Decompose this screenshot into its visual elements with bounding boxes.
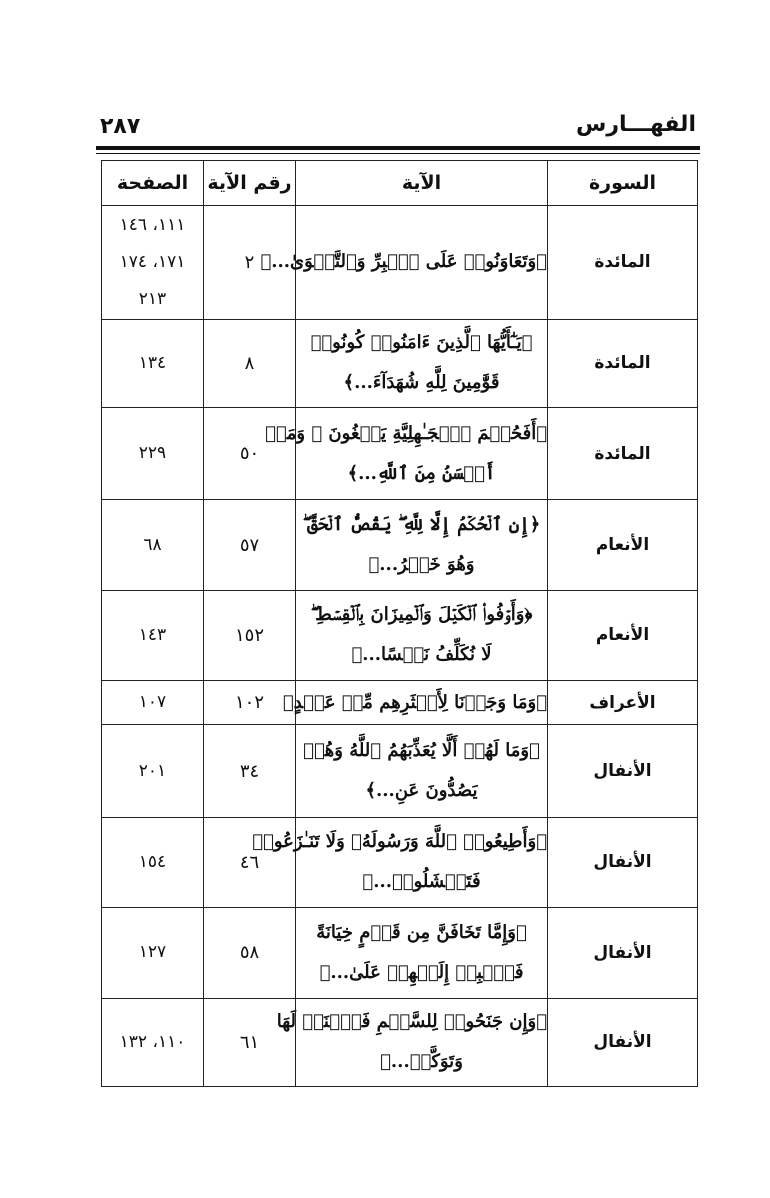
column-header-ayah-number: رقم الآية [204,161,296,206]
table-row [102,681,698,725]
ayah-number-cell: ٥٧ [204,500,296,590]
surah-cell: الأنفال [548,908,698,998]
ayah-line: وَتَوَكَّلۡ...﴾ [380,1051,463,1073]
ayah-line: ﴿يَـٰٓأَيُّهَا ٱلَّذِينَ ءَامَنُوا۟ كُونُوا۟ [310,332,533,354]
ayah-number-cell: ٢ [204,206,296,320]
page-cell [102,908,204,998]
column-header-surah: السورة [548,161,698,206]
table-row [102,319,698,407]
ayah-number-cell: ٥٨ [204,908,296,998]
ayah-line: يَصُدُّونَ عَنِ...﴾ [365,780,478,801]
ayah-line: ﴿أَفَحُكۡمَ ٱلۡجَـٰهِلِيَّةِ يَبۡغُونَ ۚ وَمَنۡ [265,422,547,444]
page-reference: ٦٨ [143,534,162,555]
ayah-cell [296,590,548,680]
ayah-number-cell: ٤٦ [204,817,296,907]
ayah-line: قَوَّٰمِينَ لِلَّهِ شُهَدَآءَ...﴾ [343,372,500,394]
surah-cell: المائدة [548,319,698,407]
table-row [102,500,698,590]
ayah-line: ﴿وَإِن جَنَحُوا۟ لِلسَّلۡمِ فَٱجۡنَحۡ لَهَا [276,1011,547,1033]
page-cell [102,998,204,1086]
ayah-number-cell: ٥٠ [204,407,296,499]
ayah-number-cell: ٨ [204,319,296,407]
surah-cell: الأنفال [548,817,698,907]
table-header-row [102,161,698,206]
table-body [102,206,698,1087]
page-cell [102,319,204,407]
ayah-line: ﴿وَمَا وَجَدۡنَا لِأَكۡثَرِهِم مِّنۡ عَهۡدٍ﴾ [282,691,547,713]
page-cell [102,817,204,907]
ayah-cell [252,817,548,907]
ayah-number-cell: ٣٤ [204,725,296,817]
ayah-number-cell: ١٥٢ [204,590,296,680]
table-row [102,206,698,320]
ayah-line: ﴿وَأَوۡفُوا۟ ٱلۡكَيۡلَ وَٱلۡمِيزَانَ بِٱلۡقِسۡطِ ۖ [310,604,533,626]
ayah-cell [282,681,548,725]
ayah-cell [296,908,548,998]
ayah-line: ﴿وَتَعَاوَنُوا۟ عَلَى ٱلۡبِرِّ وَٱلتَّقۡوَىٰ...﴾ [260,251,547,273]
surah-cell: الأنفال [548,725,698,817]
surah-cell: المائدة [548,407,698,499]
page-reference: ٢٠١ [138,760,167,781]
page-cell [102,681,204,725]
surah-cell: الأعراف [548,681,698,725]
surah-cell: الأنعام [548,500,698,590]
ayah-line: ﴿وَمَا لَهُمۡ أَلَّا يُعَذِّبَهُمُ ٱللَّهُ وَهُمۡ [303,740,540,761]
table-row [102,908,698,998]
page-cell [102,206,204,320]
ayah-line: ﴿وَإِمَّا تَخَافَنَّ مِن قَوۡمٍ خِيَانَةً [316,921,527,943]
page-cell [102,590,204,680]
ayah-cell [276,998,548,1086]
ayah-line: لَا نُكَلِّفُ نَفۡسًا...﴾ [351,644,492,666]
ayah-cell [296,500,548,590]
column-header-ayah: الآية [296,161,548,206]
ayah-number-cell: ٦١ [204,998,296,1086]
page-cell [102,500,204,590]
page-cell [102,725,204,817]
ayah-line: فَٱنۢبِذۡ إِلَيۡهِمۡ عَلَىٰ...﴾ [319,961,524,983]
table-row [102,817,698,907]
ayah-cell [296,319,548,407]
ayah-cell [265,407,548,499]
table-row [102,998,698,1086]
page-title: الفهـــارس [575,112,696,137]
surah-cell: المائدة [548,206,698,320]
surah-cell: الأنعام [548,590,698,680]
ayah-cell [296,725,548,817]
page-reference: ٢٢٩ [138,443,167,464]
page-reference: ١٧١، ١٧٤ [119,251,186,272]
ayah-line: فَتَفۡشَلُوا۟...﴾ [362,871,481,893]
ayah-number-cell: ١٠٢ [204,681,296,725]
page-reference: ١٥٤ [138,851,167,872]
ayah-cell [260,206,548,320]
page-reference: ٢١٣ [138,288,167,309]
page-reference: ١٠٧ [138,692,167,713]
header-rule-thick [96,146,700,150]
page-reference: ١١٠، ١٣٢ [119,1031,186,1052]
page-reference: ١٤٣ [138,624,167,645]
page-header [96,112,700,146]
header-rule-thin [96,153,700,154]
page-reference: ١١١، ١٤٦ [119,214,186,235]
column-header-page: الصفحة [102,161,204,206]
index-table [101,160,698,1087]
page-cell [102,407,204,499]
ayah-line: أَحۡسَنُ مِنَ ٱللَّهِ...﴾ [347,462,496,484]
ayah-line: وَهُوَ خَيۡرُ...﴾ [368,554,475,575]
page-number: ٢٨٧ [100,114,141,139]
table-row [102,407,698,499]
ayah-line: ﴿إِنِ ٱلۡحُكۡمُ إِلَّا لِلَّهِ ۖ يَقُصُّ ٱلۡحَقَّ ۖ [302,514,541,535]
table-row [102,725,698,817]
surah-cell: الأنفال [548,998,698,1086]
page-reference: ١٢٧ [138,942,167,963]
page-reference: ١٣٤ [138,352,167,373]
ayah-line: ﴿وَأَطِيعُوا۟ ٱللَّهَ وَرَسُولَهُۥ وَلَا تَنَـٰزَعُوا۟ [252,831,547,853]
table-row [102,590,698,680]
